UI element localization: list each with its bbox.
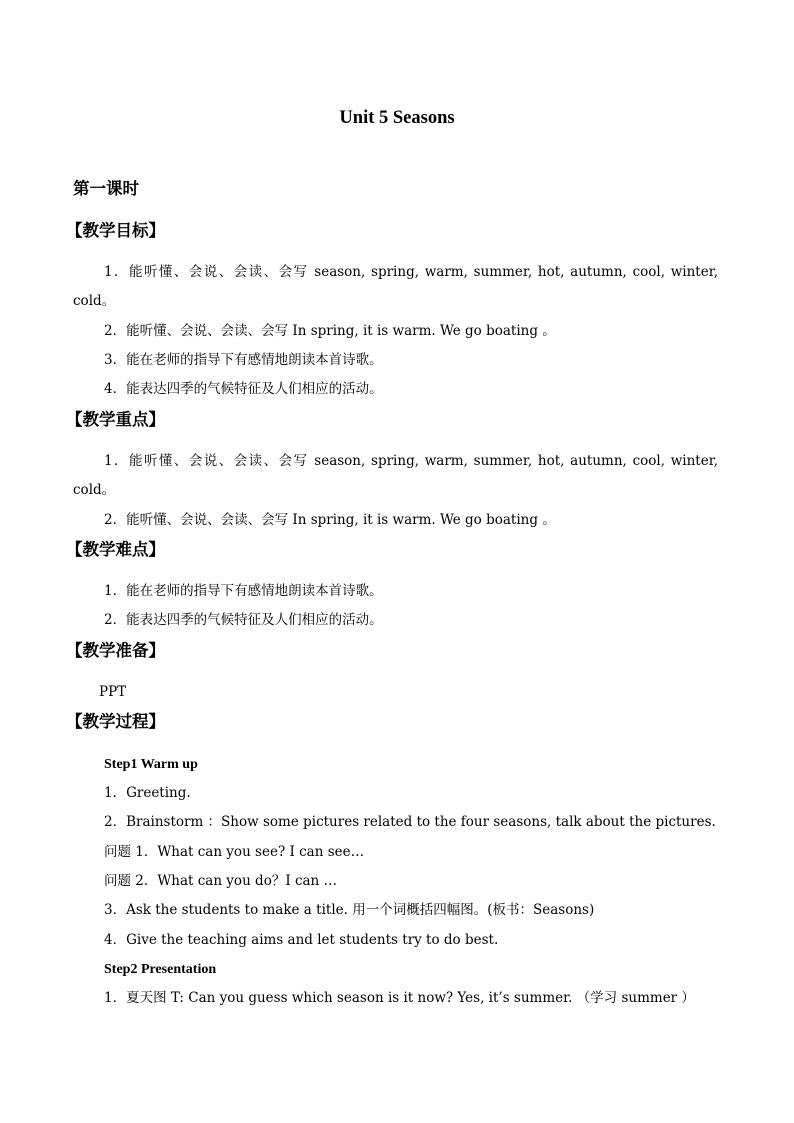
key-point-item-1-cont: cold。: [73, 482, 116, 498]
step2-title: Step2 Presentation: [104, 962, 217, 977]
difficulty-item-2: 2．能表达四季的气候特征及人们相应的活动。: [104, 612, 383, 628]
step1-question-2: 问题 2．What can you do？I can …: [104, 873, 338, 889]
objective-item-2: 2．能听懂、会说、会读、会写 In spring, it is warm. We go boating 。: [104, 323, 556, 339]
objective-item-1-cont: cold。: [73, 293, 116, 309]
difficulty-item-1: 1．能在老师的指导下有感情地朗读本首诗歌。: [104, 583, 383, 599]
step1-item-1: 1．Greeting.: [104, 785, 191, 801]
objective-item-4: 4．能表达四季的气候特征及人们相应的活动。: [104, 381, 383, 397]
lesson-label: 第一课时: [73, 179, 139, 198]
difficulties-heading: 【教学难点】: [66, 540, 165, 559]
objective-item-3: 3．能在老师的指导下有感情地朗读本首诗歌。: [104, 352, 383, 368]
key-point-item-2: 2．能听懂、会说、会读、会写 In spring, it is warm. We go boating 。: [104, 512, 556, 528]
step1-question-1: 问题 1．What can you see? I can see…: [104, 844, 365, 860]
preparation-heading: 【教学准备】: [66, 641, 165, 660]
document-title: Unit 5 Seasons: [339, 108, 455, 128]
step1-item-4: 4．Give the teaching aims and let students try to do best.: [104, 932, 499, 948]
key-points-heading: 【教学重点】: [66, 410, 165, 429]
step1-item-2: 2．Brainstorm ：Show some pictures related to the four seasons, talk about the pictures.: [104, 814, 716, 830]
process-heading: 【教学过程】: [66, 712, 165, 731]
step2-item-1: 1．夏天图 T: Can you guess which season is it now? Yes, it’s summer. （学习 summer ）: [104, 990, 695, 1006]
objective-item-1: 1．能听懂、会说、会读、会写 season, spring, warm, summer, hot, autumn, cool, winter,: [104, 264, 718, 280]
step1-title: Step1 Warm up: [104, 757, 198, 772]
objectives-heading: 【教学目标】: [66, 221, 165, 240]
preparation-item: PPT: [99, 684, 127, 700]
key-point-item-1: 1．能听懂、会说、会读、会写 season, spring, warm, summer, hot, autumn, cool, winter,: [104, 453, 718, 469]
step1-item-3: 3．Ask the students to make a title. 用一个词概括四幅图。(板书：Seasons): [104, 902, 595, 918]
